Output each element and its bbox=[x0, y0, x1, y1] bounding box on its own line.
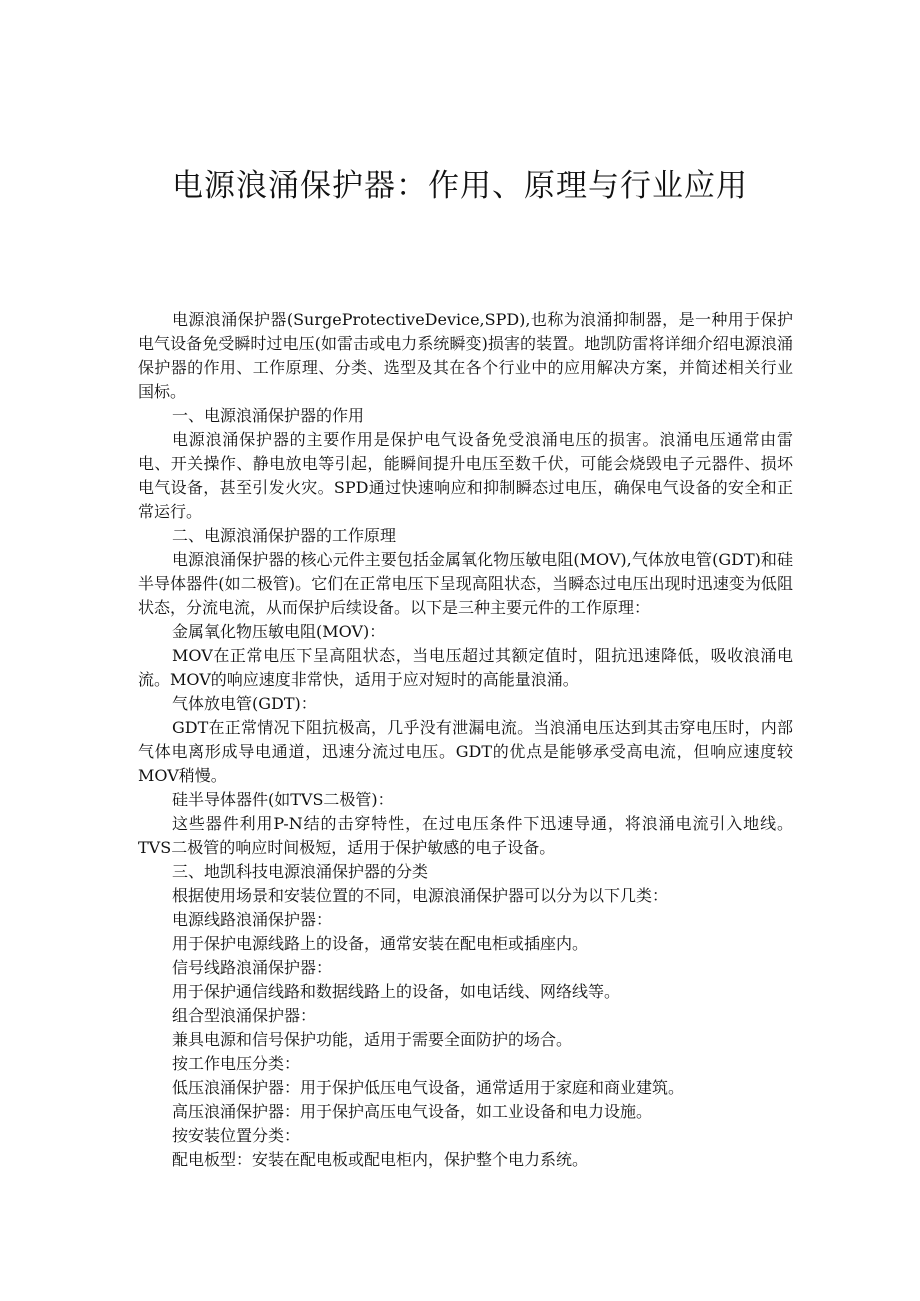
subheading-mov: 金属氧化物压敏电阻(MOV)： bbox=[172, 622, 386, 641]
section-heading-3: 三、地凯科技电源浪涌保护器的分类 bbox=[172, 862, 429, 881]
list-line: 用于保护通信线路和数据线路上的设备，如电话线、网络线等。 bbox=[172, 982, 621, 1001]
body-paragraph: 这些器件利用P-N结的击穿特性，在过电压条件下迅速导通，将浪涌电流引入地线。TVS二极管的响应时间极短，适用于保护敏感的电子设备。 bbox=[138, 814, 793, 857]
section-heading-1: 一、电源浪涌保护器的作用 bbox=[172, 406, 365, 425]
list-line: 用于保护电源线路上的设备，通常安装在配电柜或插座内。 bbox=[172, 934, 589, 953]
document-title: 电源浪涌保护器：作用、原理与行业应用 bbox=[172, 168, 748, 204]
list-line: 配电板型：安装在配电板或配电柜内，保护整个电力系统。 bbox=[172, 1150, 589, 1169]
list-line: 低压浪涌保护器：用于保护低压电气设备，通常适用于家庭和商业建筑。 bbox=[172, 1078, 685, 1097]
subheading-tvs: 硅半导体器件(如TVS二极管)： bbox=[172, 790, 394, 809]
document-body bbox=[138, 308, 793, 1172]
section-heading-2: 二、电源浪涌保护器的工作原理 bbox=[172, 526, 397, 545]
list-line: 兼具电源和信号保护功能，适用于需要全面防护的场合。 bbox=[172, 1030, 573, 1049]
body-paragraph: 电源浪涌保护器的主要作用是保护电气设备免受浪涌电压的损害。浪涌电压通常由雷电、开关操作、静电放电等引起，能瞬间提升电压至数千伏，可能会烧毁电子元器件、损坏电气设备，甚至引发火灾。SPD通过快速响应和抑制瞬态过电压，确保电气设备的安全和正常运行。 bbox=[138, 430, 793, 521]
body-paragraph: MOV在正常电压下呈高阻状态，当电压超过其额定值时，阻抗迅速降低，吸收浪涌电流。MOV的响应速度非常快，适用于应对短时的高能量浪涌。 bbox=[138, 646, 793, 689]
body-paragraph: GDT在正常情况下阻抗极高，几乎没有泄漏电流。当浪涌电压达到其击穿电压时，内部气体电离形成导电通道，迅速分流过电压。GDT的优点是能够承受高电流，但响应速度较MOV稍慢。 bbox=[138, 718, 793, 785]
list-line: 高压浪涌保护器：用于保护高压电气设备，如工业设备和电力设施。 bbox=[172, 1102, 653, 1121]
subheading-gdt: 气体放电管(GDT)： bbox=[172, 694, 317, 713]
list-heading: 信号线路浪涌保护器： bbox=[172, 958, 333, 977]
body-paragraph: 电源浪涌保护器的核心元件主要包括金属氧化物压敏电阻(MOV),气体放电管(GDT)和硅半导体器件(如二极管)。它们在正常电压下呈现高阻状态，当瞬态过电压出现时迅速变为低阻状态，分流电流，从而保护后续设备。以下是三种主要元件的工作原理： bbox=[138, 550, 793, 617]
list-heading: 按工作电压分类： bbox=[172, 1054, 301, 1073]
list-heading: 组合型浪涌保护器： bbox=[172, 1006, 317, 1025]
intro-paragraph: 电源浪涌保护器(SurgeProtectiveDevice,SPD),也称为浪涌抑制器，是一种用于保护电气设备免受瞬时过电压(如雷击或电力系统瞬变)损害的装置。地凯防雷将详细介绍电源浪涌保护器的作用、工作原理、分类、选型及其在各个行业中的应用解决方案，并简述相关行业国标。 bbox=[138, 310, 793, 401]
list-heading: 电源线路浪涌保护器： bbox=[172, 910, 333, 929]
list-heading: 按安装位置分类： bbox=[172, 1126, 301, 1145]
body-line: 根据使用场景和安装位置的不同，电源浪涌保护器可以分为以下几类： bbox=[172, 886, 669, 905]
